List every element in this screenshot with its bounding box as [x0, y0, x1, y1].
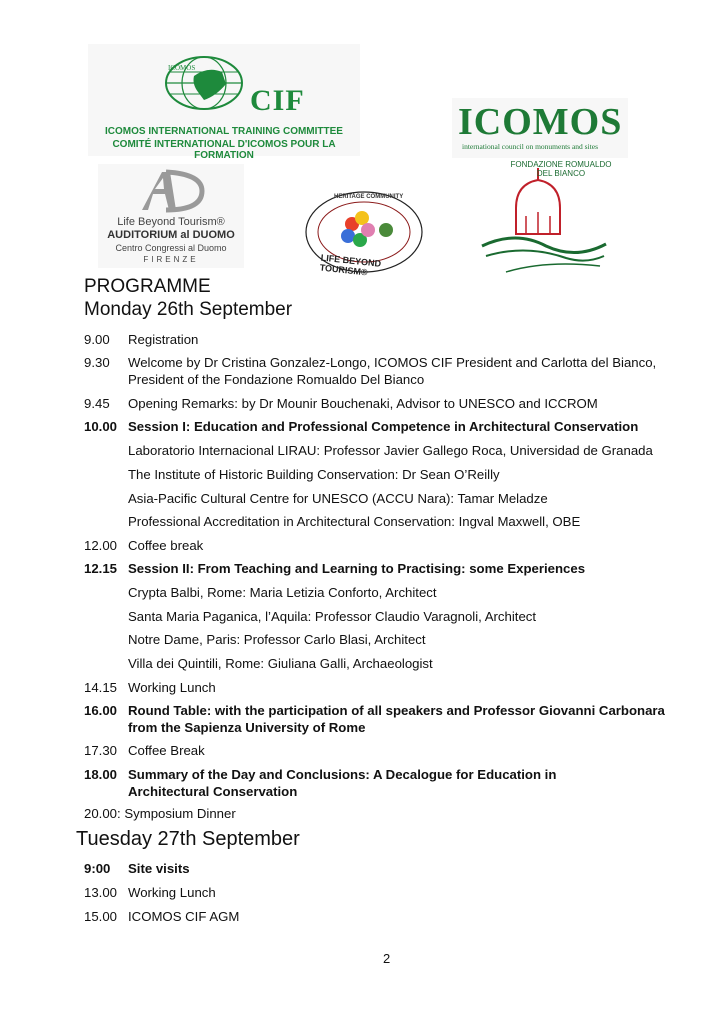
- lbt-line3: Centro Congressi al Duomo: [115, 243, 227, 253]
- item-time: 9.00: [84, 332, 110, 347]
- icomos-logo: [452, 98, 628, 158]
- item-time: 12.15: [84, 561, 118, 576]
- item-text: Session I: Education and Professional Competence in Architectural Conservation: [128, 419, 639, 434]
- item-time: 13.00: [84, 885, 118, 900]
- item-time: 18.00: [84, 767, 118, 782]
- cif-name: CIF: [250, 84, 305, 117]
- page-number: 2: [383, 951, 391, 966]
- talk-item: Professional Accreditation in Architectural Conservation: Ingval Maxwell, OBE: [128, 514, 581, 529]
- talk-item: Laboratorio Internacional LIRAU: Professor Javier Gallego Roca, Universidad de Granada: [128, 443, 653, 458]
- icomos-name: ICOMOS: [458, 101, 623, 143]
- icomos-subtitle: international council on monuments and sites: [462, 142, 599, 151]
- item-time: 14.15: [84, 680, 118, 695]
- item-time: 16.00: [84, 703, 118, 718]
- heritage-community-logo: [302, 188, 426, 276]
- item-time: 12.00: [84, 538, 118, 553]
- day1-title: Monday 26th September: [84, 299, 293, 320]
- cif-line2: COMITÉ INTERNATIONAL D'ICOMOS POUR LA FORMATION: [112, 139, 336, 161]
- cif-emblem-text: ICOMOS: [168, 64, 196, 72]
- talk-item: Crypta Balbi, Rome: Maria Letizia Conforto, Architect: [128, 585, 437, 600]
- globe-icon: [164, 54, 244, 112]
- lbt-line1: Life Beyond Tourism®: [117, 216, 225, 228]
- item-text: Opening Remarks: by Dr Mounir Bouchenaki, Advisor to UNESCO and ICCROM: [128, 396, 598, 411]
- item-text: Summary of the Day and Conclusions: A Decalogue for Education in Architectural Conservation: [128, 767, 557, 799]
- item-text: ICOMOS CIF AGM: [128, 909, 240, 924]
- talk-item: Santa Maria Paganica, l’Aquila: Professor Claudio Varagnoli, Architect: [128, 609, 537, 624]
- item-text: Round Table: with the participation of all speakers and Professor Giovanni Carbonara from the Sapienza University of Rome: [128, 703, 665, 735]
- lbt-line4: FIRENZE: [143, 255, 199, 264]
- item-time: 9:00: [84, 861, 111, 876]
- talk-item: The Institute of Historic Building Conservation: Dr Sean O’Reilly: [128, 467, 500, 482]
- cif-logo: [88, 44, 360, 161]
- item-text: Working Lunch: [128, 680, 216, 695]
- item-text: Site visits: [128, 861, 190, 876]
- item-time: 10.00: [84, 419, 118, 434]
- day2-title: Tuesday 27th September: [76, 828, 300, 850]
- item-text: Coffee break: [128, 538, 204, 553]
- item-time: 9.30: [84, 355, 110, 370]
- item-time: 9.45: [84, 396, 110, 411]
- talk-item: Asia-Pacific Cultural Centre for UNESCO (ACCU Nara): Tamar Meladze: [128, 491, 548, 506]
- cif-line1: ICOMOS INTERNATIONAL TRAINING COMMITTEE: [105, 126, 343, 137]
- heritage-bottom-text: LIFE BEYOND TOURISM®: [319, 252, 382, 278]
- talk-item: Notre Dame, Paris: Professor Carlo Blasi, Architect: [128, 632, 426, 647]
- item-text: 20.00: Symposium Dinner: [84, 806, 236, 821]
- heritage-top-text: HERITAGE COMMUNITY: [334, 194, 404, 200]
- item-time: 17.30: [84, 743, 118, 758]
- item-text: Working Lunch: [128, 885, 216, 900]
- talk-item: Villa dei Quintili, Rome: Giuliana Galli, Archaeologist: [128, 656, 433, 671]
- fondazione-logo: [476, 160, 612, 278]
- fondazione-arc-text: FONDAZIONE ROMUALDO DEL BIANCO: [510, 160, 612, 178]
- item-time: 15.00: [84, 909, 118, 924]
- ad-monogram-icon: [136, 168, 206, 214]
- item-text: Coffee Break: [128, 743, 205, 758]
- item-text: Session II: From Teaching and Learning to Practising: some Experiences: [128, 561, 586, 576]
- item-text: Registration: [128, 332, 199, 347]
- life-beyond-tourism-logo: [98, 164, 244, 268]
- programme-title: PROGRAMME: [84, 276, 211, 297]
- item-text: Welcome by Dr Cristina Gonzalez-Longo, ICOMOS CIF President and Carlotta del Bianco, President of the Fondazione Romualdo Del Bianco: [128, 355, 657, 387]
- lbt-line2: AUDITORIUM al DUOMO: [107, 229, 235, 241]
